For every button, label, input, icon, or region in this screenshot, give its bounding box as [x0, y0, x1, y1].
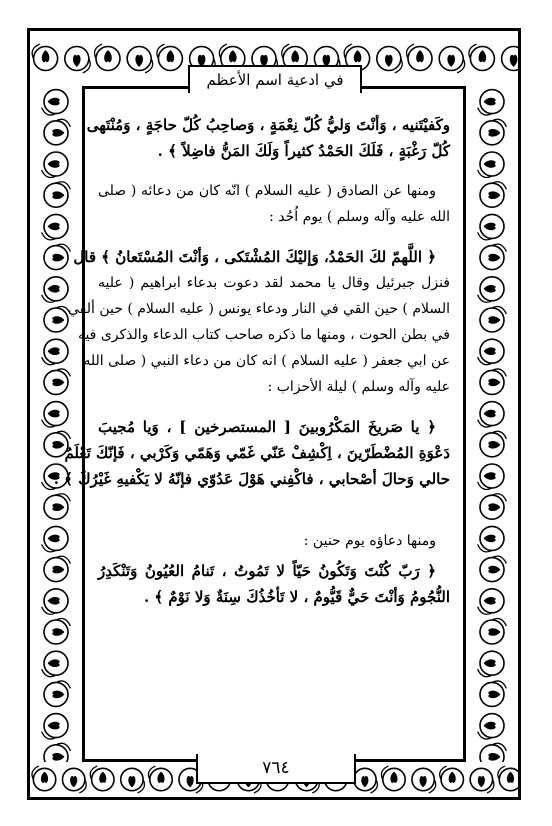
text-line: ﴿ يا صَريخَ المَكْرُوبينَ [ المستصرخين ] ، وَيا مُجيبَ [98, 418, 436, 436]
text-line: في بطن الحوت ، ومنها ما ذكره صاحب كتاب الدعاء والذكرى فيه [77, 327, 450, 343]
page-number: ٧٦٤ [262, 758, 290, 778]
text-line: النُّجُومُ وَأنْتَ حَيٌّ قَيُّومٌ ، لا تَأخُذُكَ سِنَةٌ وَلا نَوْمٌ ﴾ . [143, 588, 450, 606]
text-line: ﴿ رَبّ كُنْتَ وَتَكُونُ حَيّاً لا تَمُوتُ ، تَنامُ العُيُونُ وَتَنْكَدِرُ [98, 562, 436, 580]
text-line: حالي وَحالَ أصْحابي ، فاكْفِني هَوْلَ عَدُوّي فإنّهُ لا يَكْفيهِ غَيْرُكَ ﴾ . [53, 470, 450, 488]
text-line: السلام ) حين القي في النار ودعاء يونس ( عليه السلام ) حين ألقي [67, 301, 450, 317]
running-header [188, 65, 362, 93]
text-line: ومنها عن الصادق ( عليه السلام ) انّه كان من دعائه ( صلى [98, 183, 436, 199]
text-line: عن ابي جعفر ( عليه السلام ) انه كان من دعاء النبي ( صلى الله [83, 353, 450, 369]
text-line: دَعْوَةِ المُضْطَرّينَ ، اِكْشِفْ عَنّي غَمّي وَهَمّي وَكَرْبي ، فَإنّكَ تَعْلَمُ [64, 444, 450, 462]
page-title: في ادعية اسم الأعظم [206, 71, 344, 89]
page-body [53, 112, 450, 610]
text-line: وكَفيْتَنيه ، وَأنْتَ وَليُّ كُلّ نِعْمَةٍ ، وَصاحِبُ كُلّ حاجَةٍ ، وَمُنْتَهى [86, 116, 450, 134]
text-line: عليه وآله وسلم ) ليلة الأحزاب : [267, 379, 450, 395]
text-line: فنزل جبرئيل وقال يا محمد لقد دعوت بدعاء ابراهيم ( عليه [98, 275, 450, 291]
text-line: الله عليه وآله وسلم ) يوم اُحُد : [269, 209, 450, 225]
page-number-box [196, 754, 356, 784]
text-line: ومنها دعاؤه يوم حنين : [303, 533, 436, 549]
text-line: كُلّ رَغْبَةٍ ، فَلَكَ الحَمْدُ كثيراً وَلَكَ المَنُّ فاضِلاً ﴾ . [157, 142, 450, 160]
text-line: ﴿ اللَّهمّ لكَ الحَمْدُ، وَإليْكَ المُشْتَكى ، وَأنْتَ المُسْتَعانُ ﴾ قال [73, 248, 436, 266]
